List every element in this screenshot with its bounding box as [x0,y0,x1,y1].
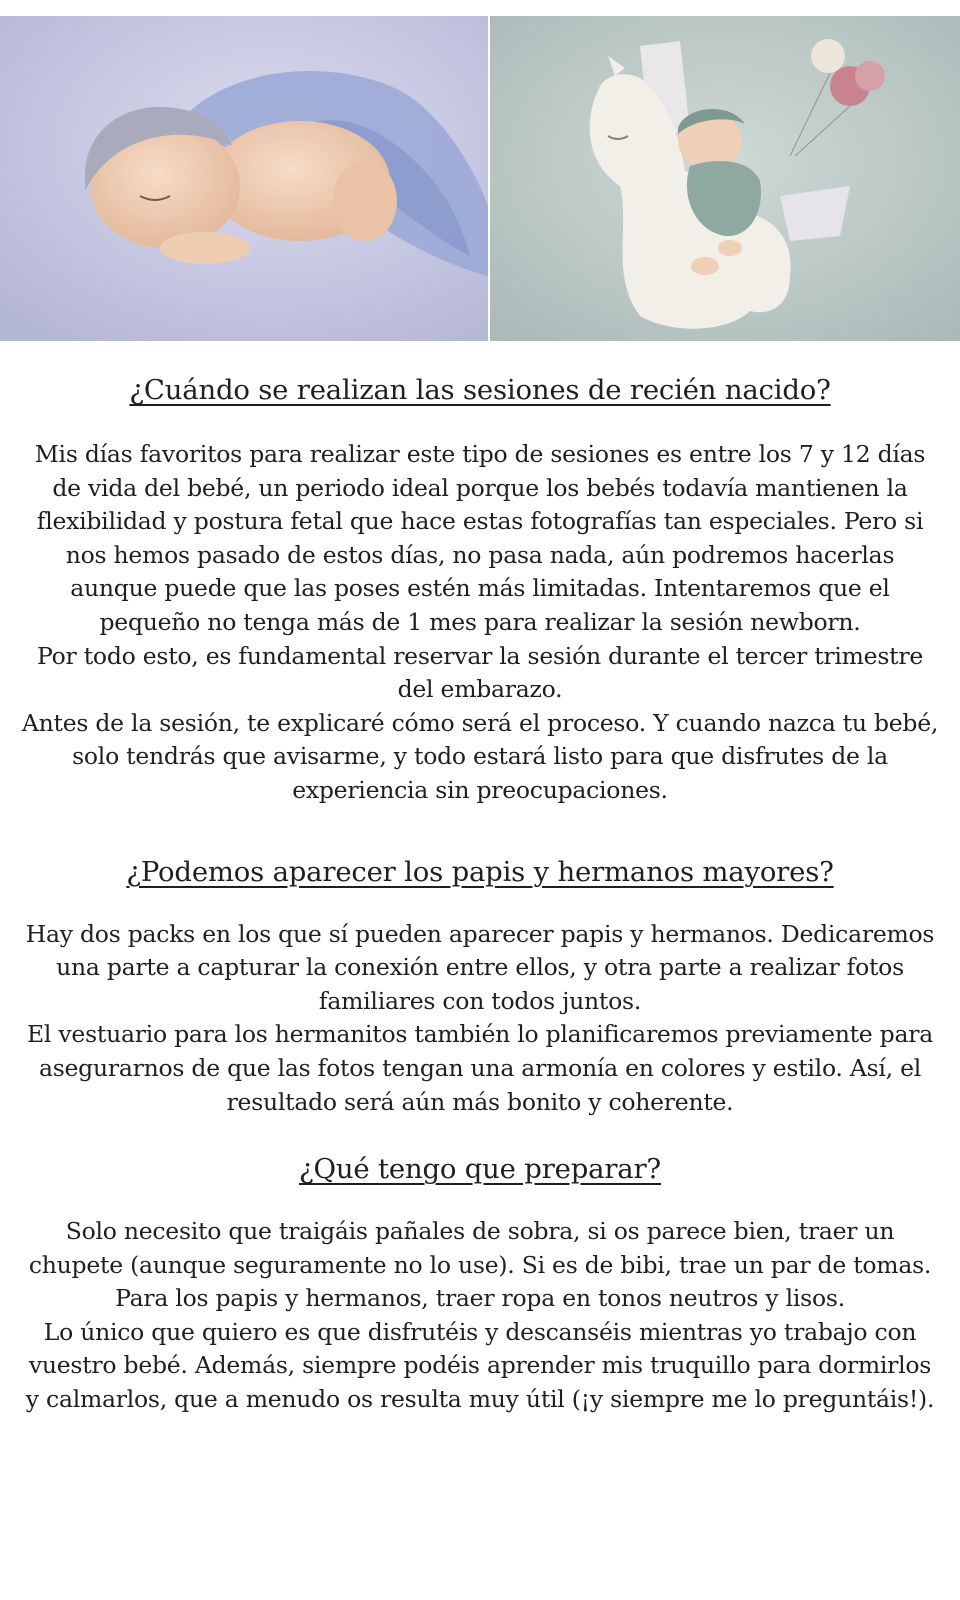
faq-content [20,370,940,1417]
section-paragraph: Lo único que quiero es que disfrutéis y descanséis mientras yo trabajo con vuestro bebé. Además, siempre podéis aprender mis truquillo para dormirlos y calmarlos, que a menudo os resulta muy útil (¡y siempre me lo preguntáis!). [25,1317,935,1414]
section-paragraph: Mis días favoritos para realizar este tipo de sesiones es entre los 7 y 12 días de vida del bebé, un periodo ideal porque los bebés todavía mantienen la flexibilidad y postura fetal que hace estas fotografías tan especiales. Pero si nos hemos pasado de estos días, no pasa nada, aún podremos hacerlas aunque puede que las poses estén más limitadas. Intentaremos que el pequeño no tenga más de 1 mes para realizar la sesión newborn. [34,440,926,636]
sleeping-newborn-photo [0,16,488,341]
section-paragraph: El vestuario para los hermanitos también lo planificaremos previamente para asegurarnos de que las fotos tengan una armonía en colores y estilo. Así, el resultado será aún más bonito y coherente. [27,1020,933,1116]
section-paragraph: Antes de la sesión, te explicaré cómo será el proceso. Y cuando nazca tu bebé, solo tendrás que avisarme, y todo estará listo para que disfrutes de la experiencia sin preocupaciones. [21,708,939,804]
section-paragraph: Para los papis y hermanos, traer ropa en tonos neutros y lisos. [115,1284,845,1313]
faq-section-family [20,852,940,1120]
section-title: ¿Podemos aparecer los papis y hermanos mayores? [126,855,834,888]
section-paragraph: Solo necesito que traigáis pañales de sobra, si os parece bien, traer un chupete (aunque seguramente no lo use). Si es de bibi, trae un par de tomas. [28,1217,932,1279]
faq-section-when [20,370,940,808]
section-title: ¿Qué tengo que preparar? [299,1153,661,1186]
faq-section-preparation [20,1149,940,1417]
section-title: ¿Cuándo se realizan las sesiones de recién nacido? [129,374,831,406]
section-paragraph: Por todo esto, es fundamental reservar la sesión durante el tercer trimestre del embarazo. [37,641,923,704]
section-paragraph: Hay dos packs en los que sí pueden aparecer papis y hermanos. Dedicaremos una parte a capturar la conexión entre ellos, y otra parte a realizar fotos familiares con todos juntos. [25,919,935,1015]
newborn-on-unicorn-pillow-photo [490,16,960,341]
photo-strip [0,16,960,341]
